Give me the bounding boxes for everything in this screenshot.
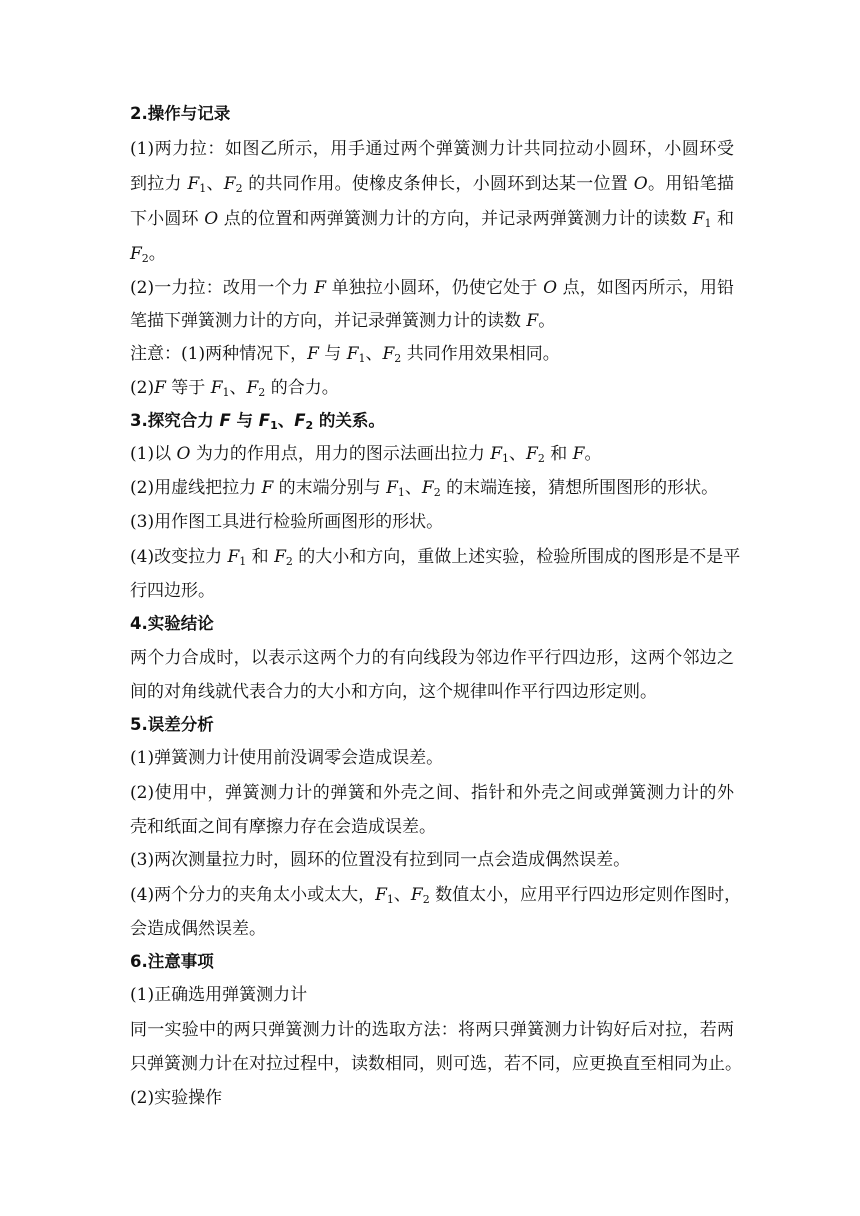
section-heading: 6.注意事项 (130, 952, 214, 971)
text-line: 两个力合成时，以表示这两个力的有向线段为邻边作平行四边形，这两个邻边之 (130, 648, 734, 668)
text-line: 注意：(1)两种情况下，F 与 $F_1$、$F_2$ 共同作用效果相同。 (130, 344, 560, 365)
text-line: 只弹簧测力计在对拉过程中，读数相同，则可选，若不同，应更换直至相同为止。 (130, 1054, 742, 1074)
section-heading: 4.实验结论 (130, 614, 214, 633)
section-heading: 5.误差分析 (130, 715, 214, 734)
text-line: 行四边形。 (130, 581, 215, 601)
text-line: (2)F 等于 $F_1$、$F_2$ 的合力。 (130, 378, 339, 399)
text-line: 到拉力 $F_1$、$F_2$ 的共同作用。使橡皮条伸长，小圆环到达某一位置 O。用铅笔描 (130, 174, 735, 195)
text-line: (2)用虚线把拉力 F 的末端分别与 $F_1$、$F_2$ 的末端连接，猜想所围图形的形状。 (130, 478, 719, 499)
text-line: (1)正确选用弹簧测力计 (130, 985, 308, 1005)
text-line: (1)弹簧测力计使用前没调零会造成误差。 (130, 748, 444, 768)
text-line: 笔描下弹簧测力计的方向，并记录弹簧测力计的读数 F。 (130, 311, 556, 331)
section-heading: 2.操作与记录 (130, 104, 231, 123)
text-line: (3)两次测量拉力时，圆环的位置没有拉到同一点会造成偶然误差。 (130, 850, 631, 870)
text-line: (2)一力拉：改用一个力 F 单独拉小圆环，仍使它处于 O 点，如图丙所示，用铅 (130, 278, 735, 298)
text-line: 下小圆环 O 点的位置和两弹簧测力计的方向，并记录两弹簧测力计的读数 $F_1$ 和 (130, 209, 735, 230)
text-line: (4)两个分力的夹角太小或太大，$F_1$、$F_2$ 数值太小，应用平行四边形定则作图时， (130, 885, 742, 906)
text-line: (1)以 O 为力的作用点，用力的图示法画出拉力 $F_1$、$F_2$ 和 F。 (130, 444, 602, 465)
text-line: 间的对角线就代表合力的大小和方向，这个规律叫作平行四边形定则。 (130, 682, 657, 702)
text-line: 壳和纸面之间有摩擦力存在会造成误差。 (130, 817, 436, 837)
text-line: (2)使用中，弹簧测力计的弹簧和外壳之间、指针和外壳之间或弹簧测力计的外 (130, 783, 734, 803)
text-line: (3)用作图工具进行检验所画图形的形状。 (130, 512, 444, 532)
text-line: (1)两力拉：如图乙所示，用手通过两个弹簧测力计共同拉动小圆环，小圆环受 (130, 139, 734, 159)
text-line: 会造成偶然误差。 (130, 919, 266, 939)
text-line: (2)实验操作 (130, 1088, 223, 1108)
text-line: $F_2$。 (130, 244, 166, 265)
section-heading: 3.探究合力 F 与 $F_1$、$F_2$ 的关系。 (130, 411, 385, 432)
text-line: (4)改变拉力 $F_1$ 和 $F_2$ 的大小和方向，重做上述实验，检验所围成的图形是不是平 (130, 547, 741, 568)
text-line: 同一实验中的两只弹簧测力计的选取方法：将两只弹簧测力计钩好后对拉，若两 (130, 1020, 734, 1040)
